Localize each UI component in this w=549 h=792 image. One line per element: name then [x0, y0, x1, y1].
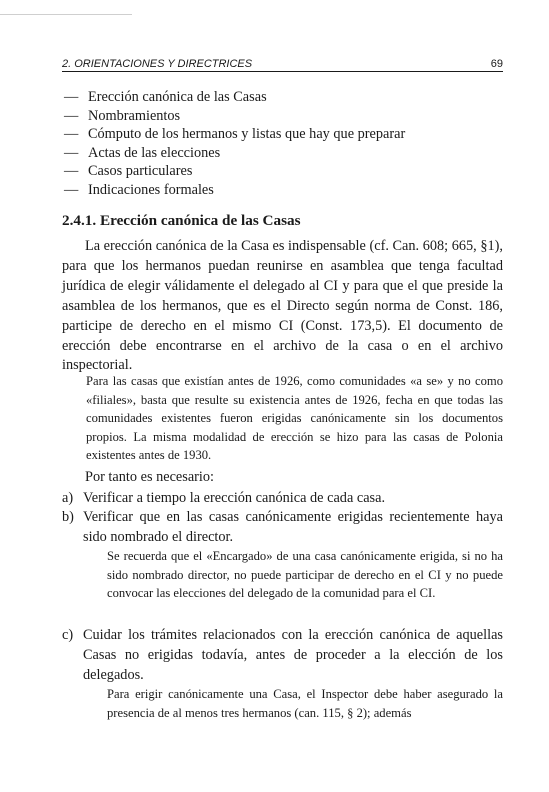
list-item-b	[62, 507, 503, 547]
list-item-a	[62, 488, 503, 508]
dash-marker: —	[64, 181, 79, 198]
topic-text: Indicaciones formales	[88, 181, 214, 198]
running-header-section: 2. ORIENTACIONES Y DIRECTRICES	[62, 58, 253, 70]
topic-text: Cómputo de los hermanos y listas que hay que preparar	[88, 126, 406, 143]
list-label: a)	[62, 490, 74, 506]
note-encargado: Se recuerda que el «Encargado» de una casa canónicamente erigida, si no ha sido nombrado director, no puede participar de derecho en el CI y no puede convocar las elecciones del delegado de la comunidad para el CI.	[107, 549, 503, 600]
list-text: Verificar que en las casas canónicamente erigidas recientemente haya sido nombrado el director.	[83, 509, 503, 545]
page-number: 69	[490, 58, 503, 70]
topic-item	[64, 162, 405, 181]
corner-rule	[0, 14, 132, 15]
topics-list	[64, 88, 405, 200]
dash-marker: —	[64, 144, 79, 161]
list-item-c	[62, 625, 503, 685]
topic-text: Casos particulares	[88, 163, 193, 180]
running-header	[62, 58, 503, 72]
list-label: b)	[62, 509, 74, 525]
topic-item	[64, 181, 405, 200]
note-1926: Para las casas que existían antes de 1926, como comunidades «a se» y no como «filiales», basta que resulte su existencia antes de 1926, fecha en que todas las comunidades existentes fueron erigidas canónicamente sin los documentos propios. La misma modalidad de erección se hizo para las casas de Polonia existentes antes de 1930.	[86, 374, 503, 462]
therefore-line: Por tanto es necesario:	[85, 469, 215, 485]
intro-paragraph: La erección canónica de la Casa es indispensable (cf. Can. 608; 665, §1), para que los hermanos puedan reunirse en asamblea que tenga facultad jurídica de elegir válidamente el delegado al CI y para que el que preside la asamblea de los hermanos, que es el Directo según norma de Const. 186, participe de derecho en el mismo CI (Const. 173,5). El documento de erección debe encontrarse en el archivo de la casa o en el archivo inspectorial.	[62, 238, 503, 374]
list-text: Cuidar los trámites relacionados con la erección canónica de aquellas Casas no erigidas todavía, antes de proceder a la elección de los delegados.	[83, 627, 503, 683]
topic-item	[64, 88, 405, 107]
topic-item	[64, 125, 405, 144]
list-text: Verificar a tiempo la erección canónica de cada casa.	[83, 490, 386, 506]
list-label: c)	[62, 627, 74, 643]
dash-marker: —	[64, 107, 79, 124]
topic-text: Nombramientos	[88, 107, 181, 124]
topic-text: Actas de las elecciones	[88, 144, 221, 161]
topic-item	[64, 107, 405, 126]
dash-marker: —	[64, 163, 79, 180]
dash-marker: —	[64, 89, 79, 105]
topic-text: Erección canónica de las Casas	[88, 89, 267, 105]
dash-marker: —	[64, 126, 79, 143]
note-inspector: Para erigir canónicamente una Casa, el Inspector debe haber asegurado la presencia de al menos tres hermanos (can. 115, § 2); además	[107, 687, 503, 720]
topic-item	[64, 144, 405, 163]
section-heading: 2.4.1. Erección canónica de las Casas	[62, 212, 301, 229]
